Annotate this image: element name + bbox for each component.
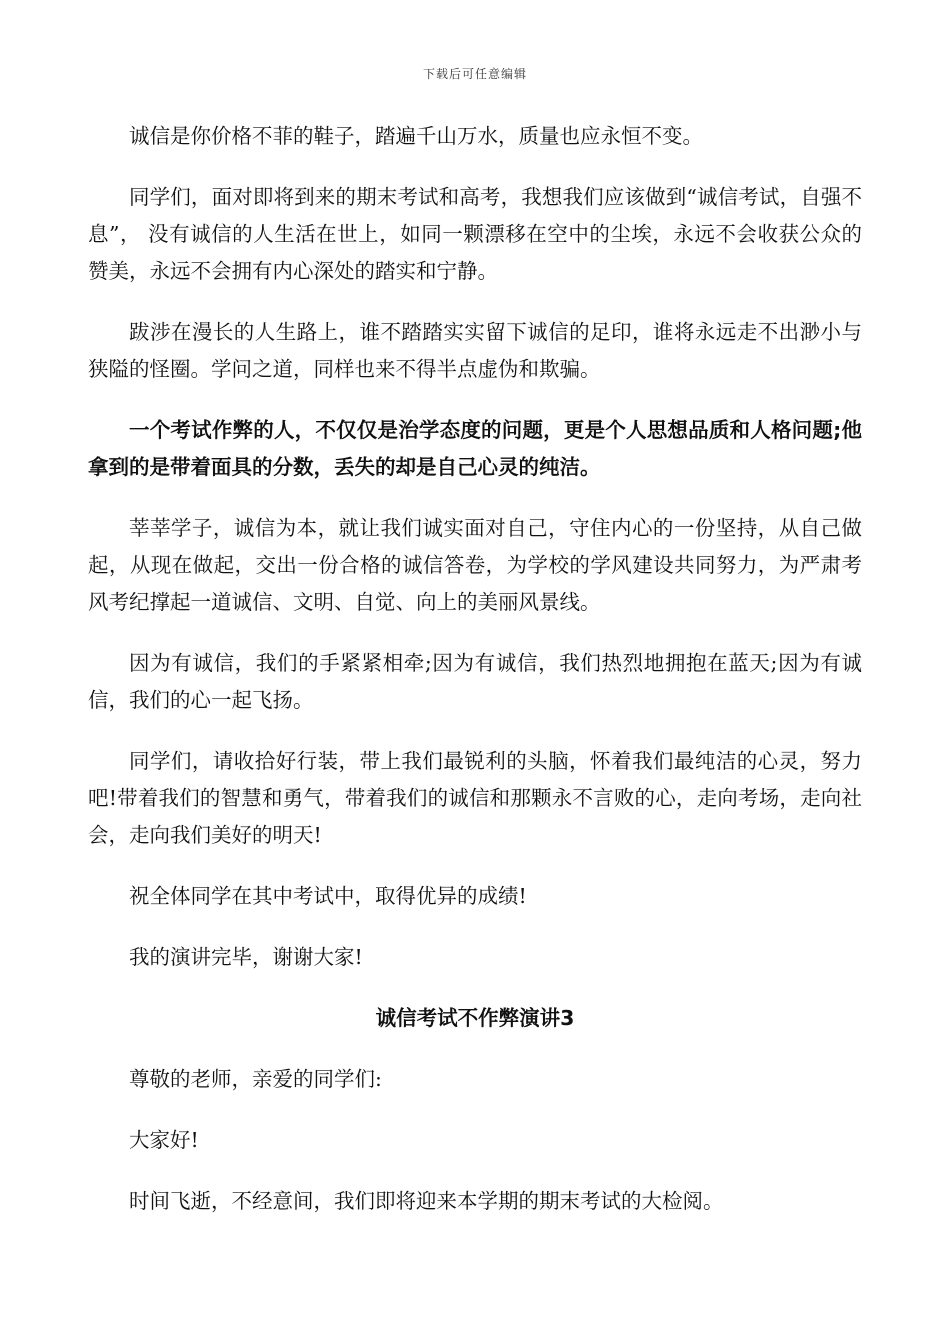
section-title: 诚信考试不作弊演讲3 [375, 1006, 575, 1030]
paragraph: 时间飞逝，不经意间，我们即将迎来本学期的期末考试的大检阅。 [129, 1189, 724, 1213]
paragraph: 尊敬的老师，亲爱的同学们: [129, 1067, 382, 1091]
paragraph: 因为有诚信，我们的手紧紧相牵;因为有诚信，我们热烈地拥抱在蓝天;因为有诚信，我们的心一起飞扬。 [88, 651, 862, 712]
paragraph: 我的演讲完毕，谢谢大家! [129, 945, 363, 969]
paragraph: 跋涉在漫长的人生路上，谁不踏踏实实留下诚信的足印，谁将永远走不出渺小与狭隘的怪圈。学问之道，同样也来不得半点虚伪和欺骗。 [88, 320, 862, 381]
paragraph: 同学们，请收拾好行装，带上我们最锐利的头脑，怀着我们最纯洁的心灵，努力吧!带着我们的智慧和勇气，带着我们的诚信和那颗永不言败的心，走向考场，走向社会，走向我们美好的明天! [88, 749, 862, 847]
paragraph: 祝全体同学在其中考试中，取得优异的成绩! [129, 884, 527, 908]
document-body [88, 118, 862, 1244]
paragraph: 同学们，面对即将到来的期末考试和高考，我想我们应该做到“诚信考试，自强不息”， 没有诚信的人生活在世上，如同一颗漂移在空中的尘埃，永远不会收获公众的赞美，永远不会拥有内心深处的踏实和宁静。 [88, 185, 862, 283]
paragraph: 莘莘学子，诚信为本，就让我们诚实面对自己，守住内心的一份坚持，从自己做起，从现在做起，交出一份合格的诚信答卷，为学校的学风建设共同努力，为严肃考风考纪撑起一道诚信、文明、自觉、向上的美丽风景线。 [88, 516, 862, 614]
header-note: 下载后可任意编辑 [422, 67, 527, 81]
bold-paragraph: 一个考试作弊的人，不仅仅是治学态度的问题，更是个人思想品质和人格问题;他拿到的是带着面具的分数，丢失的却是自己心灵的纯洁。 [88, 418, 862, 479]
paragraph: 大家好! [129, 1128, 199, 1152]
paragraph: 诚信是你价格不菲的鞋子，踏遍千山万水，质量也应永恒不变。 [129, 124, 703, 148]
